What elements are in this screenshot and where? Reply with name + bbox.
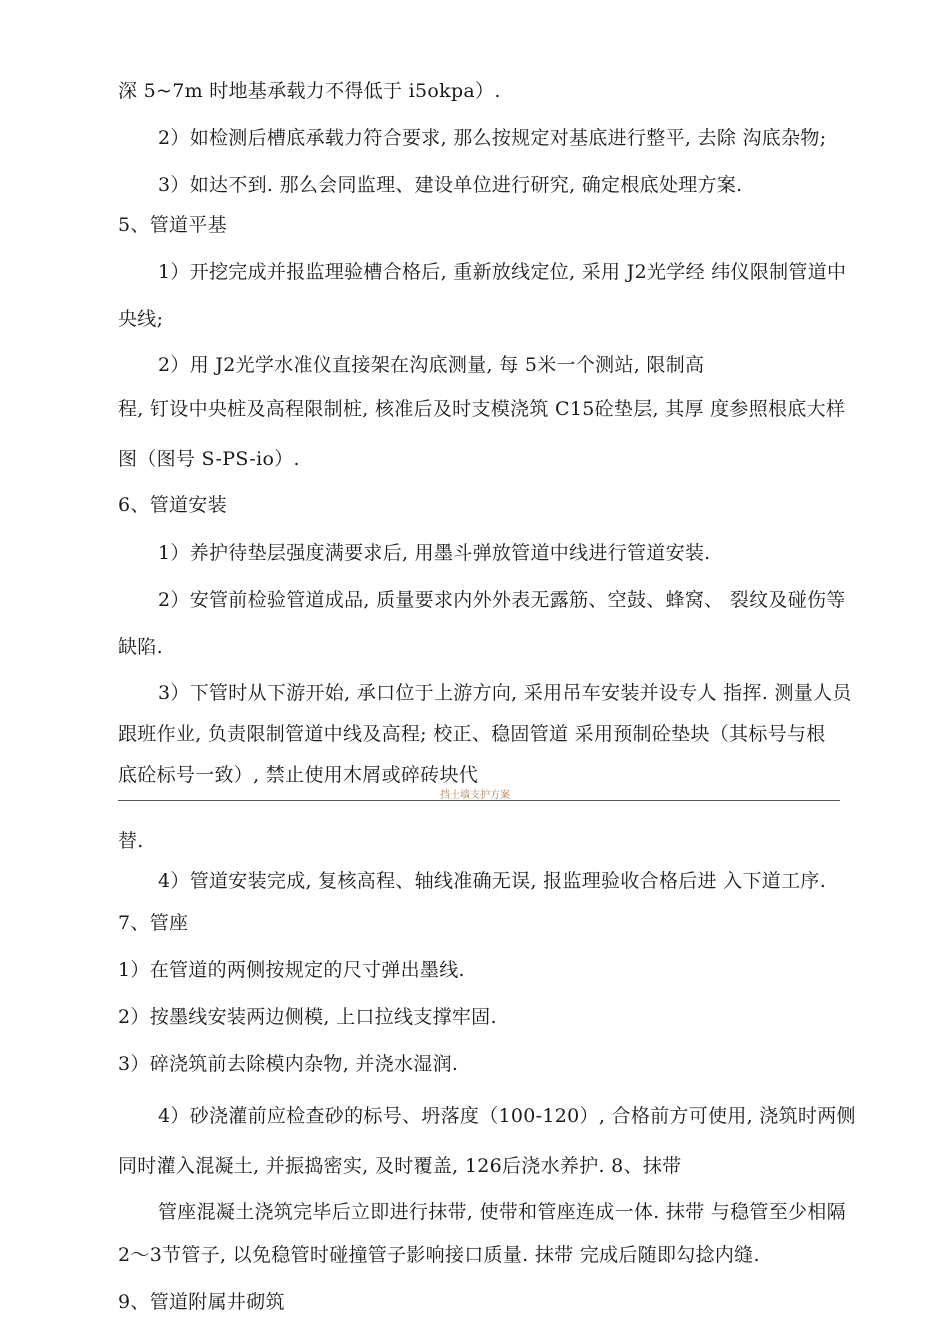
- text-line: 缺陷.: [118, 636, 163, 658]
- text-line: 1）养护待垫层强度满要求后, 用墨斗弹放管道中线进行管道安装.: [158, 542, 711, 564]
- text-line: 2）安管前检验管道成品, 质量要求内外外表无露筋、空鼓、蜂窝、 裂纹及碰伤等: [158, 589, 846, 611]
- text-line: 同时灌入混凝土, 并振捣密实, 及时覆盖, 126后浇水养护. 8、抹带: [118, 1155, 682, 1177]
- section-heading: 7、管座: [118, 912, 189, 934]
- text-line: 图（图号 S-PS-io）.: [118, 448, 300, 470]
- text-line: 替.: [118, 830, 144, 852]
- page-footer-rule: [118, 800, 840, 801]
- text-line: 2）按墨线安装两边侧模, 上口拉线支撑牢固.: [118, 1006, 497, 1028]
- text-line: 1）开挖完成并报监理验槽合格后, 重新放线定位, 采用 J2光学经 纬仪限制管道中: [158, 261, 847, 283]
- section-heading: 6、管道安装: [118, 494, 227, 516]
- page-footer-text: 挡土墙支护方案: [440, 790, 510, 801]
- text-line: 跟班作业, 负责限制管道中线及高程; 校正、稳固管道 采用预制砼垫块（其标号与根: [118, 723, 826, 745]
- text-line: 2）如检测后槽底承载力符合要求, 那么按规定对基底进行整平, 去除 沟底杂物;: [158, 127, 827, 149]
- text-line: 2）用 J2光学水准仪直接架在沟底测量, 每 5米一个测站, 限制高: [158, 354, 705, 376]
- text-line: 底砼标号一致）, 禁止使用木屑或碎砖块代: [118, 764, 479, 786]
- text-line: 3）下管时从下游开始, 承口位于上游方向, 采用吊车安装并设专人 指挥. 测量人员: [158, 682, 852, 704]
- text-line: 4）砂浇灌前应检查砂的标号、坍落度（100-120）, 合格前方可使用, 浇筑时两侧: [158, 1105, 856, 1127]
- text-line: 深 5~7m 时地基承载力不得低于 i5okpa）.: [118, 80, 501, 102]
- text-line: 央线;: [118, 308, 164, 330]
- text-line: 3）如达不到. 那么会同监理、建设单位进行研究, 确定根底处理方案.: [158, 174, 743, 196]
- section-heading: 5、管道平基: [118, 214, 227, 236]
- text-line: 2〜3节管子, 以免稳管时碰撞管子影响接口质量. 抹带 完成后随即勾捻内缝.: [118, 1244, 760, 1266]
- text-line: 1）在管道的两侧按规定的尺寸弹出墨线.: [118, 959, 465, 981]
- text-line: 3）碎浇筑前去除模内杂物, 并浇水湿润.: [118, 1053, 459, 1075]
- text-line: 4）管道安装完成, 复核高程、轴线准确无误, 报监理验收合格后进 入下道工序.: [158, 870, 827, 892]
- text-line: 程, 钉设中央桩及高程限制桩, 核准后及时支模浇筑 C15砼垫层, 其厚 度参照根底大样: [118, 398, 846, 420]
- text-line: 管座混凝土浇筑完毕后立即进行抹带, 使带和管座连成一体. 抹带 与稳管至少相隔: [158, 1201, 846, 1223]
- section-heading: 9、管道附属井砌筑: [118, 1291, 285, 1313]
